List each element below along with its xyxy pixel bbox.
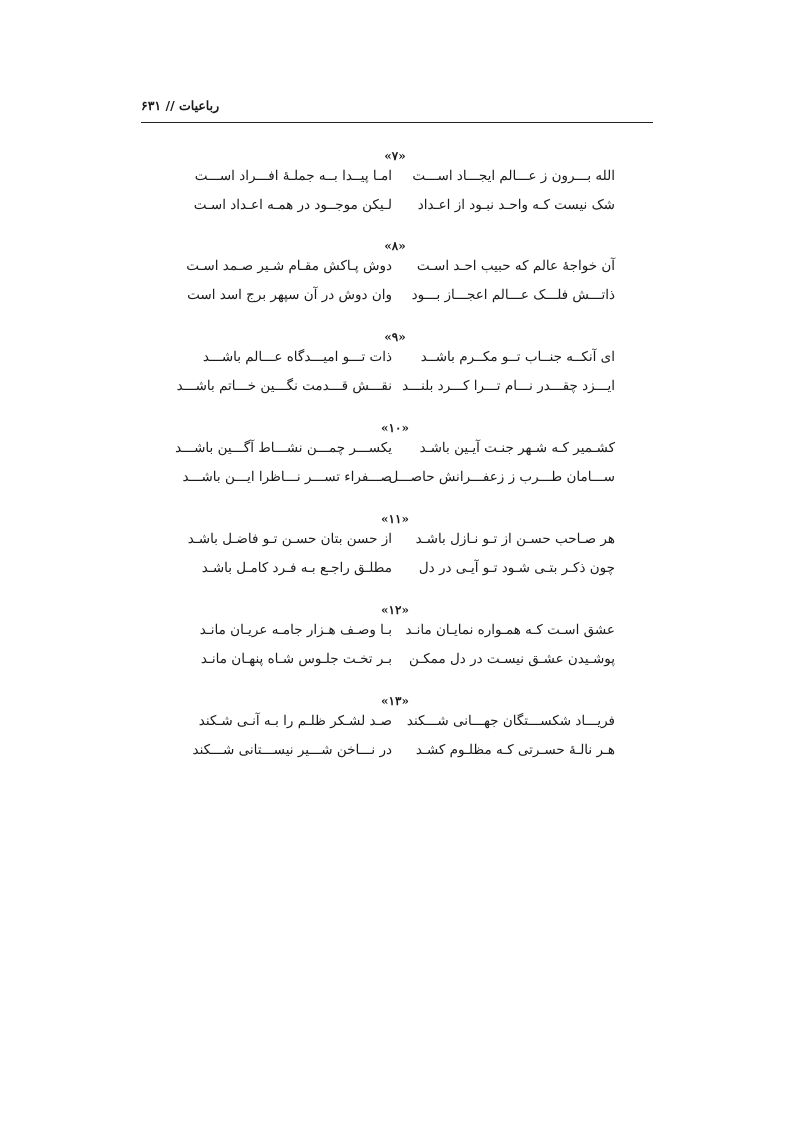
poem-number: «۱۲» (381, 603, 409, 617)
hemistich-left: نقـــش قـــدمت نگـــین خـــاتم باشـــد (176, 378, 392, 394)
hemistich-right: شک نیست کـه واحـد نبـود از اعـداد (417, 197, 615, 213)
poem-number: «۱۱» (381, 512, 409, 526)
hemistich-left: لـیکن موجــود در همـه اعـداد اسـت (193, 197, 392, 213)
poem-number: «۱۰» (381, 421, 409, 435)
hemistich-left: بـر تخـت جلـوس شـاه پنهـان مانـد (200, 651, 392, 667)
hemistich-left: مطلـق راجـع بـه فـرد کامـل باشـد (201, 560, 392, 576)
hemistich-left: در نـــاخن شـــیر نیســـتانی شـــکند (192, 742, 392, 758)
hemistich-right: ای آنکــه جنــاب تــو مکــرم باشــد (420, 349, 615, 365)
hemistich-left: بـا وصـف هـزار جامـه عریـان مانـد (199, 622, 392, 638)
hemistich-right: هـر نالـهٔ حسـرتی کـه مظلـوم کشـد (415, 742, 615, 758)
hemistich-left: یکســـر چمـــن نشـــاط آگـــین باشـــد (175, 440, 392, 456)
poem-number: «۹» (384, 330, 406, 344)
poem-number: «۸» (384, 239, 406, 253)
poem-number: «۱۳» (381, 694, 409, 708)
hemistich-left: امـا پیــدا بــه جملـهٔ افـــراد اســـت (194, 168, 392, 184)
running-head: رباعیات // ۶۳۱ (141, 98, 220, 113)
hemistich-right: کشـمیر کـه شـهر جنـت آیـین باشـد (419, 440, 615, 456)
hemistich-left: ذات تـــو امیـــدگاه عـــالم باشـــد (202, 349, 392, 365)
hemistich-right: ایـــزد چقـــدر نـــام تـــرا کـــرد بلنـــد (402, 378, 615, 394)
page-header (141, 96, 653, 123)
hemistich-right: چون ذکـر بتـی شـود تـو آیـی در دل (418, 560, 615, 576)
hemistich-right: عشق اسـت کـه همـواره نمایـان مانـد (405, 622, 615, 638)
hemistich-left: دوش پـاکش مقـام شـیر صـمد اسـت (186, 258, 392, 274)
hemistich-right: هر صـاحب حسـن از تـو نـازل باشـد (415, 531, 615, 547)
poem-number: «۷» (384, 149, 406, 163)
hemistich-right: آن خواجهٔ عالم که حبیب احـد اسـت (416, 258, 615, 274)
hemistich-left: از حسن بتان حسـن تـو فاضـل باشـد (187, 531, 392, 547)
hemistich-right: پوشـیدن عشـق نیسـت در دل ممکـن (408, 651, 615, 667)
hemistich-right: ســـامان طـــرب ز زعفـــرانش حاصـــل (388, 469, 615, 485)
hemistich-left: وان دوش در آن سپهر برج اسد است (187, 287, 392, 303)
hemistich-left: صـــفراء تســـر نـــاظرا ایـــن باشـــد (182, 469, 392, 485)
hemistich-left: صـد لشـکر ظلـم را بـه آنـی شـکند (198, 713, 392, 729)
hemistich-right: الله بـــرون ز عـــالم ایجـــاد اســـت (412, 168, 615, 184)
hemistich-right: فریـــاد شکســـتگان جهـــانی شـــکند (406, 713, 615, 729)
hemistich-right: ذاتـــش فلـــک عـــالم اعجـــاز بـــود (411, 287, 615, 303)
